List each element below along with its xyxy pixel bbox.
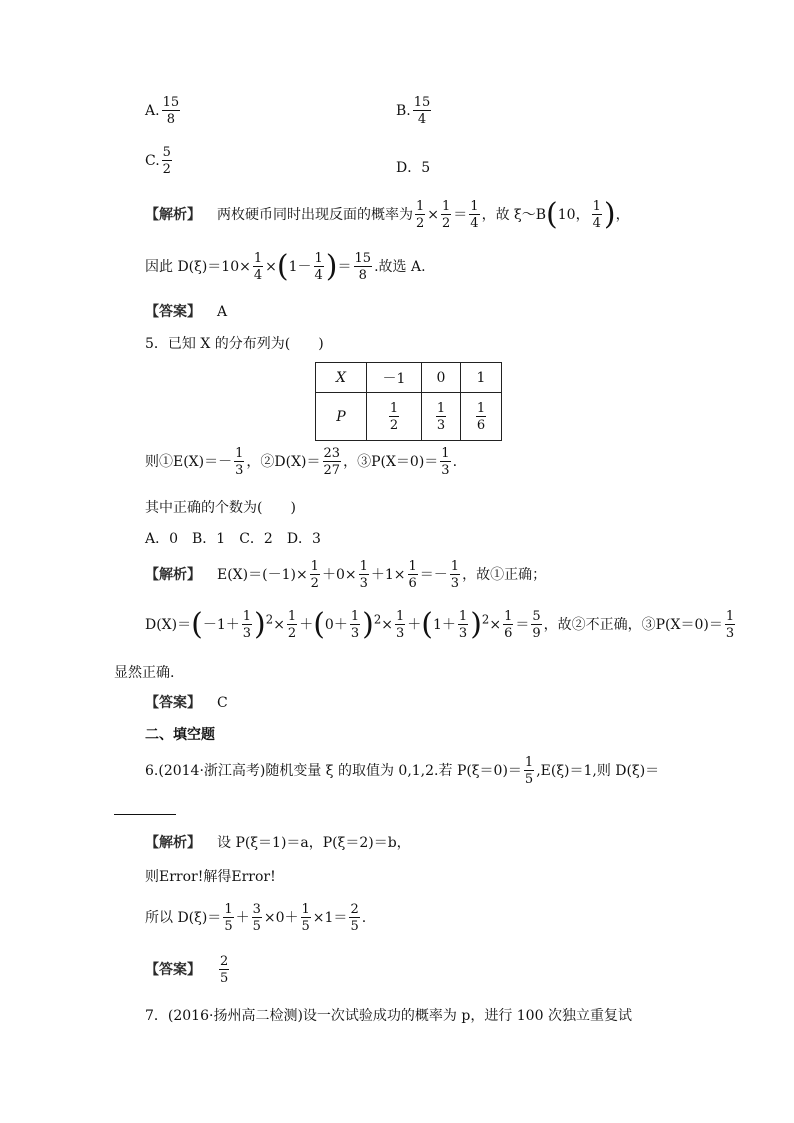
q5-analysis-tail: 显然正确. (114, 665, 175, 681)
q5-analysis-line2: D(X)＝(－1＋ $\frac{1}{3}$ )$^2$× $\frac{1}{2}$ ＋(0＋ $\frac{1}{3}$ )$^2$× $\frac{1}{3}$ ＋(1＋ $\frac{1}{3}$ )$^2$× $\frac{1}{6}$ ＝ $\frac{5}{9}$ ，故②不正确，③P(X＝0)＝ $\frac{1}{3}$ (145, 607, 735, 642)
q5-question: 其中正确的个数为( ) (145, 500, 296, 516)
q6-stem: 6.(2014·浙江高考)随机变量 ξ 的取值为 0,1,2.若 P(ξ＝0)＝ $\frac{1}{5}$ ,E(ξ)＝1,则 D(ξ)＝ (145, 755, 660, 787)
table-p-label: P (316, 393, 367, 441)
q5-claims: 则①E(X)＝－ $\frac{1}{3}$ ，②D(X)＝ $\frac{23}{27}$ ，③P(X＝0)＝ $\frac{1}{3}$ . (145, 446, 458, 478)
q5-stem: 5．已知 X 的分布列为( ) (145, 336, 324, 352)
q6-answer-blank (114, 814, 176, 815)
section-title: 二、填空题 (145, 727, 215, 743)
q6-answer: 【答案】 $\frac{2}{5}$ (145, 954, 229, 986)
option-d: D．5 (396, 160, 431, 176)
table-header-0: 0 (422, 363, 461, 393)
q5-answer: 【答案】 C (145, 695, 228, 711)
option-a: A. $\frac{15}{8}$ (145, 95, 180, 127)
table-header-neg1: －1 (367, 363, 422, 393)
table-header-x: X (316, 363, 367, 393)
option-c: C. $\frac{5}{2}$ (145, 145, 171, 177)
q6-analysis-line1: 【解析】 设 P(ξ＝1)＝a，P(ξ＝2)＝b， (145, 835, 411, 851)
table-header-1: 1 (461, 363, 502, 393)
q4-analysis-line1: 【解析】 两枚硬币同时出现反面的概率为 $\frac{1}{2}$ × $\frac{1}{2}$ ＝ $\frac{1}{4}$ ，故 ξ～B(10， $\frac{1}{4}$ )， (145, 197, 630, 232)
table-p-3: $\frac{1}{6}$ (461, 393, 502, 441)
q4-answer: 【答案】 A (145, 304, 228, 320)
q6-analysis-line2: 则Error!解得Error! (145, 869, 276, 885)
q5-analysis-line1: 【解析】 E(X)＝(－1)× $\frac{1}{2}$ ＋0× $\frac{1}{3}$ ＋1× $\frac{1}{6}$ ＝－ $\frac{1}{3}$ ，故①正确； (145, 559, 547, 591)
q5-options: A．0 B．1 C．2 D．3 (145, 531, 321, 547)
q6-analysis-line3: 所以 D(ξ)＝ $\frac{1}{5}$ ＋ $\frac{3}{5}$ ×0＋ $\frac{1}{5}$ ×1＝ $\frac{2}{5}$ . (145, 902, 367, 934)
table-p-1: $\frac{1}{2}$ (367, 393, 422, 441)
option-b: B. $\frac{15}{4}$ (396, 95, 431, 127)
table-p-2: $\frac{1}{3}$ (422, 393, 461, 441)
q7-stem: 7．(2016·扬州高二检测)设一次试验成功的概率为 p，进行 100 次独立重复试 (145, 1008, 632, 1024)
q4-analysis-line2: 因此 D(ξ)＝10× $\frac{1}{4}$ ×(1－ $\frac{1}{4}$ )＝ $\frac{15}{8}$ .故选 A. (145, 249, 426, 284)
distribution-table (315, 362, 502, 441)
